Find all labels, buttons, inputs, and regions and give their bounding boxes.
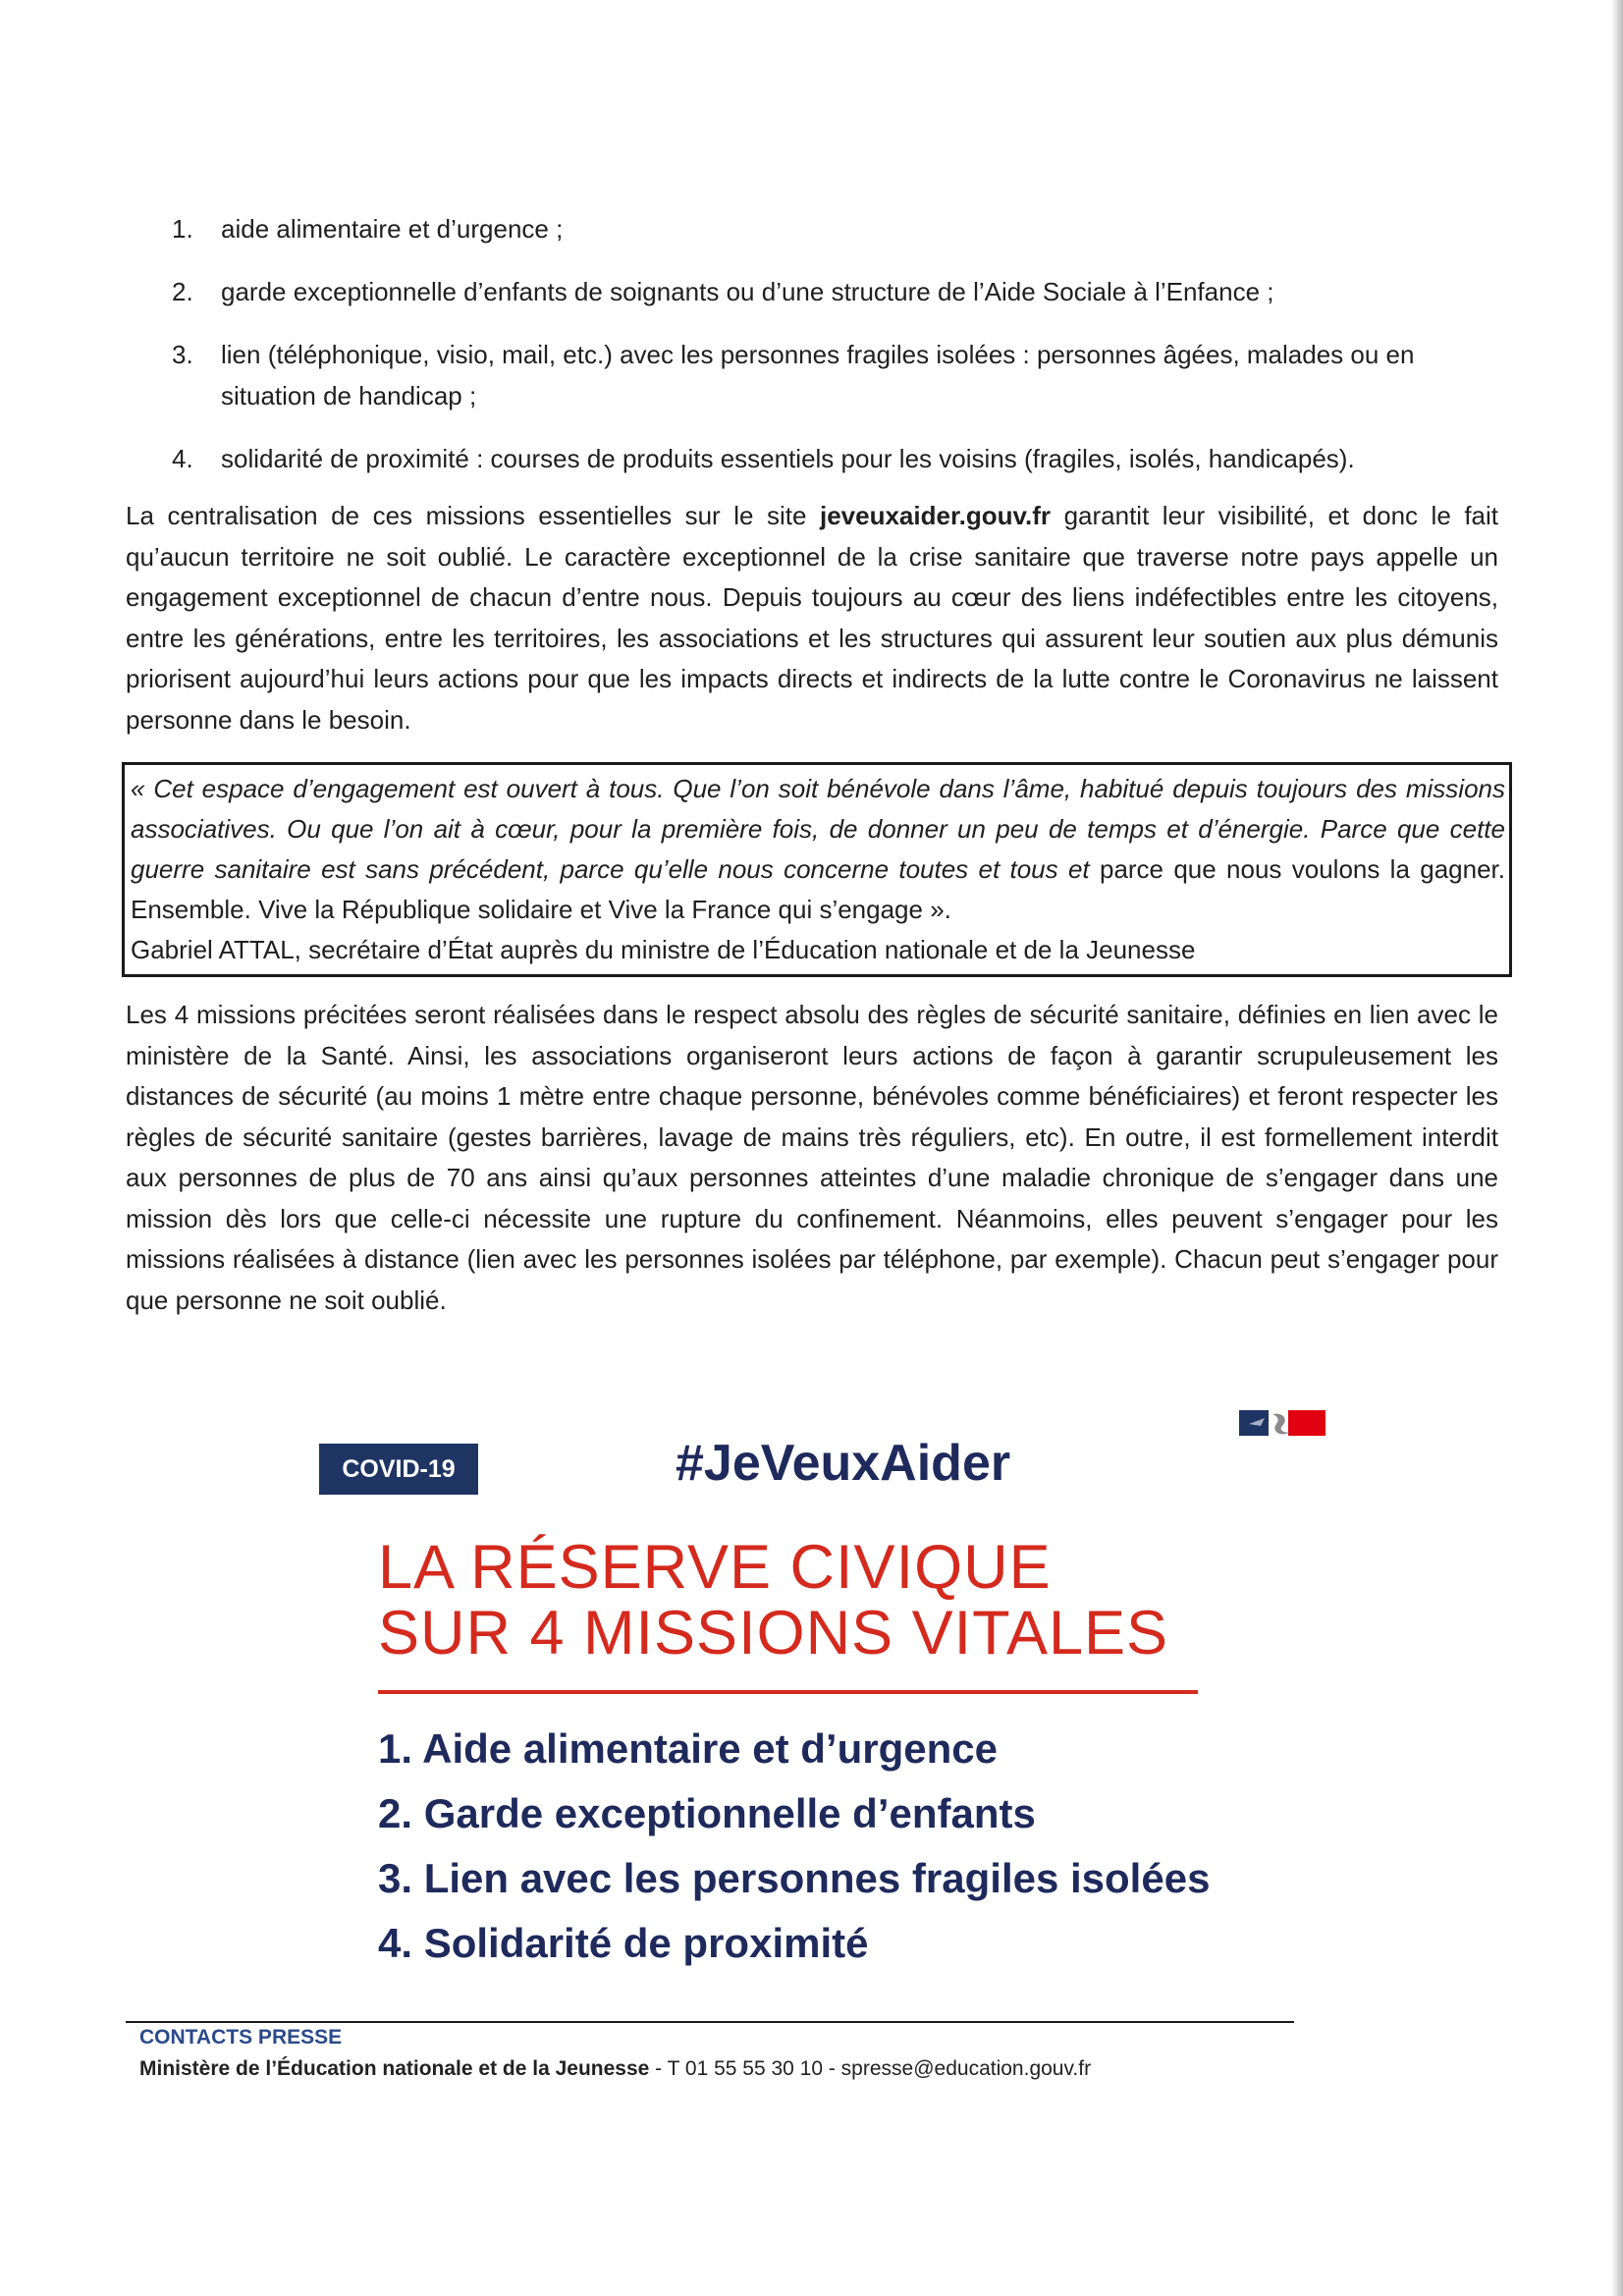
- poster-mission: 3. Lien avec les personnes fragiles isolées: [378, 1855, 1211, 1901]
- missions-list: [172, 208, 1507, 501]
- quote-box: [122, 762, 1512, 977]
- list-item: [172, 334, 1507, 416]
- list-number: 3.: [172, 340, 193, 369]
- contacts-title: CONTACTS PRESSE: [139, 2026, 343, 2049]
- paragraph-centralisation: [126, 496, 1498, 740]
- poster-mission: 1. Aide alimentaire et d’urgence: [378, 1725, 998, 1772]
- list-number: 4.: [172, 444, 193, 473]
- quote-normal: parce que nous voulons la gagner. Ensemble. Vive la République solidaire et Vive la France qui s’engage ».: [131, 854, 1505, 924]
- headline-underline: [378, 1690, 1198, 1694]
- list-text: solidarité de proximité : courses de produits essentiels pour les voisins (fragiles, isolés, handicapés).: [221, 444, 1355, 473]
- scan-page-edge: [1611, 0, 1623, 2296]
- contact-details: - T 01 55 55 30 10 - spresse@education.gouv.fr: [649, 2057, 1092, 2080]
- poster-missions-list: [378, 1717, 1210, 1976]
- poster-mission: 4. Solidarité de proximité: [378, 1920, 869, 1966]
- headline-line: SUR 4 MISSIONS VITALES: [378, 1599, 1169, 1667]
- quote-author: Gabriel ATTAL, secrétaire d’État auprès du ministre de l’Éducation nationale et de la Jeunesse: [131, 935, 1196, 964]
- paragraph-text-start: La centralisation de ces missions essentielles sur le site: [126, 501, 820, 530]
- contacts-line: [139, 2057, 1091, 2081]
- site-link[interactable]: jeveuxaider.gouv.fr: [819, 501, 1052, 530]
- list-text: garde exceptionnelle d’enfants de soignants ou d’une structure de l’Aide Sociale à l’Enfance ;: [221, 277, 1274, 306]
- covid-badge: COVID-19: [319, 1444, 478, 1495]
- paragraph-text-end: garantit leur visibilité, et donc le fait qu’aucun territoire ne soit oublié. Le caractère exceptionnel de la crise sanitaire que traverse notre pays appelle un engagement exceptionnel de chacun d’entre nous. Depuis toujours au cœur des liens indéfectibles entre les citoyens, entre les générations, entre les territoires, les associations et les structures qui assurent leur soutien aux plus démunis priorisent aujourd’hui leurs actions pour que les impacts directs et indirects de la lutte contre le Coronavirus ne laissent personne dans le besoin.: [126, 501, 1498, 735]
- list-item: [172, 271, 1507, 312]
- poster-headline: [378, 1535, 1168, 1667]
- quote-italic: « Cet espace d’engagement est ouvert à tous. Que l’on soit bénévole dans l’âme, habitué depuis toujours des missions associatives. Ou que l’on ait à cœur, pour la première fois, de donner un peu de temps et d’énergie. Parce que cette guerre sanitaire est sans précédent, parce qu’elle nous concerne toutes et tous et: [131, 774, 1505, 884]
- list-text: lien (téléphonique, visio, mail, etc.) avec les personnes fragiles isolées : personnes âgées, malades ou en situation de handicap ;: [221, 340, 1415, 410]
- hashtag-title: #JeVeuxAider: [676, 1435, 1011, 1492]
- footer-divider: [126, 2021, 1294, 2023]
- ministry-name: Ministère de l’Éducation nationale et de la Jeunesse: [139, 2057, 650, 2080]
- marianne-logo-icon: [1239, 1406, 1325, 1439]
- list-item: [172, 438, 1507, 479]
- paragraph-security: Les 4 missions précitées seront réalisées dans le respect absolu des règles de sécurité sanitaire, définies en lien avec le ministère de la Santé. Ainsi, les associations organiseront leurs actions de façon à garantir scrupuleusement les distances de sécurité (au moins 1 mètre entre chaque personne, bénévoles comme bénéficiaires) et feront respecter les règles de sécurité sanitaire (gestes barrières, lavage de mains très réguliers, etc). En outre, il est formellement interdit aux personnes de plus de 70 ans ainsi qu’aux personnes atteintes d’une maladie chronique de s’engager dans une mission dès lors que celle-ci nécessite une rupture du confinement. Néanmoins, elles peuvent s’engager pour les missions réalisées à distance (lien avec les personnes isolées par téléphone, par exemple). Chacun peut s’engager pour que personne ne soit oublié.: [126, 1000, 1498, 1315]
- list-number: 1.: [172, 214, 193, 244]
- poster-mission: 2. Garde exceptionnelle d’enfants: [378, 1790, 1036, 1836]
- list-item: [172, 208, 1507, 249]
- headline-line: LA RÉSERVE CIVIQUE: [378, 1533, 1052, 1602]
- list-text: aide alimentaire et d’urgence ;: [221, 214, 564, 244]
- list-number: 2.: [172, 277, 193, 306]
